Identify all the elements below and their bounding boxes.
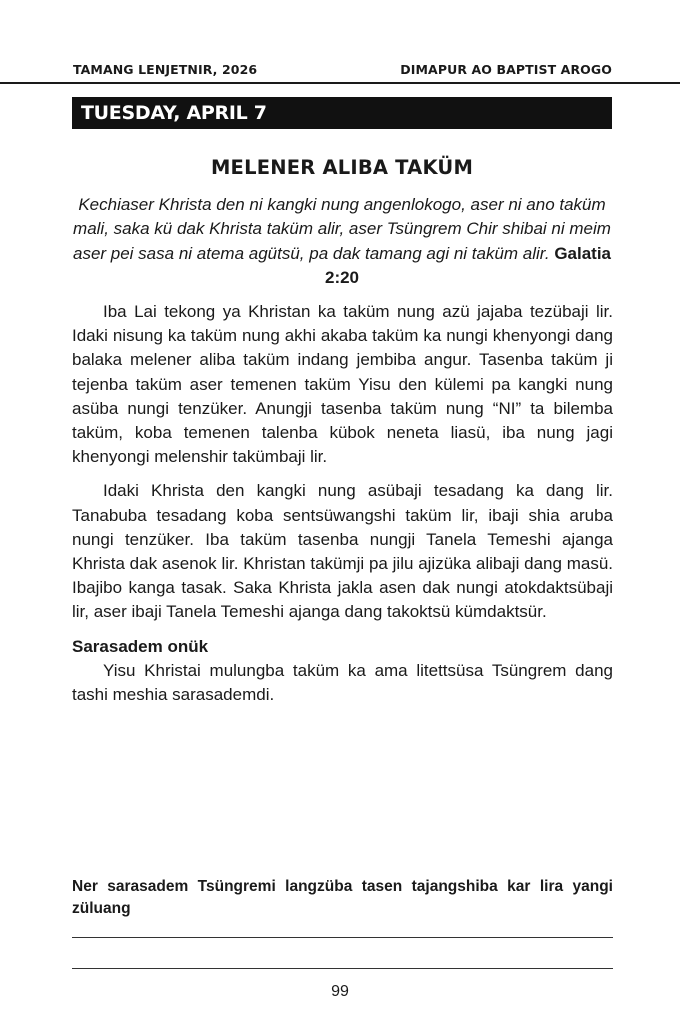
prayer-heading: Sarasadem onük (72, 636, 209, 656)
reflection-question: Ner sarasadem Tsüngremi langzüba tasen tajangshiba kar lira yangi züluang (72, 878, 613, 917)
answer-line-2 (72, 968, 613, 969)
answer-line-1 (72, 937, 613, 938)
header-right: DIMAPUR AO BAPTIST AROGO (400, 62, 612, 77)
body-paragraph-2: Idaki Khrista den kangki nung asübaji tesadang ka dang lir. Tanabuba tesadang koba sentsüwangshi taküm lir, ibaji shia aruba nungi tenzüker. Iba taküm tasenba nungji Tanela Temeshi ajanga Khrista dak asenok lir. Khristan takümji pa jilu ajizüka alibaji dang masü. Ibajibo kanga tasak. Saka Khrista jakla asen dak nungi atokdaktsübaji lir, aser ibaji Tanela Temeshi ajanga dang takoktsü kümdaktsür. (72, 481, 613, 622)
prayer-text: Yisu Khristai mulungba taküm ka ama litettsüsa Tsüngrem dang tashi meshia sarasademdi. (72, 660, 613, 705)
running-header (73, 62, 612, 77)
body-paragraph-1: Iba Lai tekong ya Khristan ka taküm nung azü jajaba tezübaji lir. Idaki nisung ka taküm nung akhi akaba taküm ka nungi khenyongi dang balaka melener aliba taküm indang jembiba angur. Tasenba taküm ji tejenba taküm aser temenen taküm Yisu den külemi pa kangki nung asüba nungi tenzüker. Anungji tasenba taküm nung “NI” ta bilemba taküm, koba temenen talenba kübok neneta liasü, iba nung jagi khenyongi melenshir takümbaji lir. (72, 302, 613, 467)
key-verse (72, 193, 612, 291)
verse-text: Kechiaser Khrista den ni kangki nung angenlokogo, aser ni ano taküm mali, saka kü dak Khrista taküm alir, aser Tsüngrem Chir shibai ni meim aser pei sasa ni atema agütsü, pa dak tamang agi ni taküm alir. (72, 195, 611, 263)
day-banner: TUESDAY, APRIL 7 (72, 97, 612, 129)
devotion-body (72, 300, 613, 707)
header-left: TAMANG LENJETNIR, 2026 (73, 62, 258, 77)
devotion-title: MELENER ALIBA TAKÜM (210, 156, 474, 179)
page-number: 99 (331, 983, 349, 1000)
header-divider (0, 82, 680, 84)
verse-reference: Galatia 2:20 (324, 243, 612, 288)
